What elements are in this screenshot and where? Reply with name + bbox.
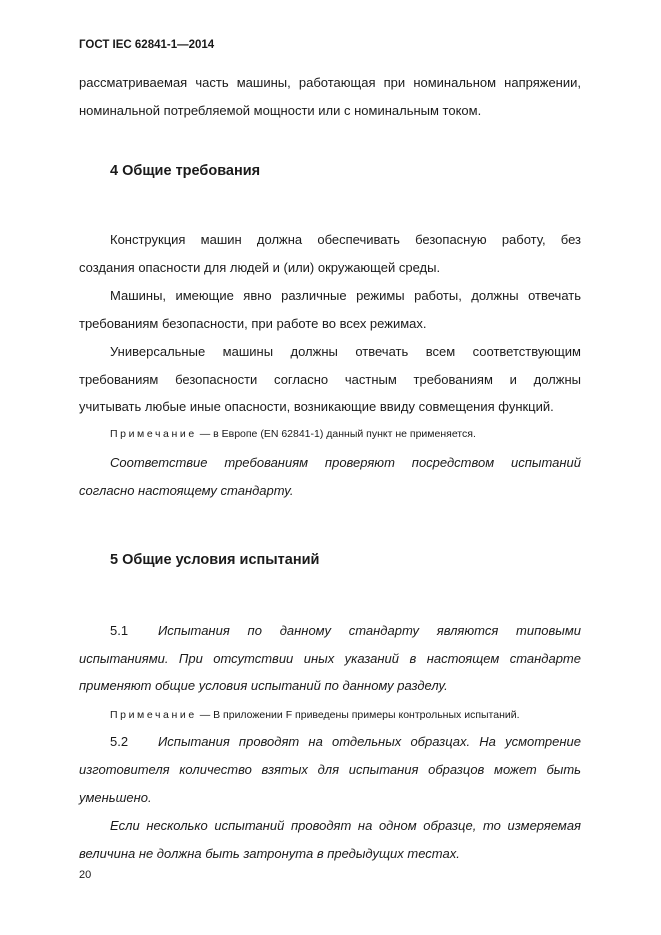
clause-5-1-number: 5.1 [110,623,129,638]
s4-p2-line-1: Машины, имеющие явно различные режимы работы, должны отвечать [110,288,581,303]
s5-note-text: — В приложении F приведены примеры контрольных испытаний. [199,709,520,721]
clause-5-2-line-3: уменьшено. [79,790,152,805]
s4-note-label: Примечание [110,428,197,440]
clause-5-2-number: 5.2 [110,734,129,749]
clause-5-1-line-1: Испытания по данному стандарту являются типовыми [158,623,581,638]
s5-paragraph-line-2: величина не должна быть затронута в предыдущих тестах. [79,846,460,861]
s4-p1-line-2: создания опасности для людей и (или) окружающей среды. [79,260,441,275]
clause-5-1-line-3: применяют общие условия испытаний по данному разделу. [79,678,448,693]
s4-p2-line-2: требованиям безопасности, при работе во всех режимах. [79,316,427,331]
s4-check-line-1: Соответствие требованиям проверяют посредством испытаний [110,455,581,470]
s5-note-label: Примечание [110,709,197,721]
clause-5-2-line-2: изготовителя количество взятых для испытания образцов может быть [79,762,581,777]
document-header: ГОСТ IEC 62841-1—2014 [79,39,215,51]
s5-note [110,709,520,721]
section-4-title: 4 Общие требования [110,163,261,179]
s4-p1-line-1: Конструкция машин должна обеспечивать безопасную работу, без [110,232,581,247]
s4-p3-line-3: учитывать любые иные опасности, возникающие ввиду совмещения функций. [79,399,554,414]
clause-5-1-line-2: испытаниями. При отсутствии иных указаний в настоящем стандарте [79,651,581,666]
clause-5-2-line-1: Испытания проводят на отдельных образцах. На усмотрение [158,734,581,749]
s5-paragraph-line-1: Если несколько испытаний проводят на одном образце, то измеряемая [110,818,581,833]
s4-note-text: — в Европе (EN 62841-1) данный пункт не применяется. [199,428,476,440]
intro-line-1: рассматриваемая часть машины, работающая при номинальном напряжении, [79,75,581,90]
s4-p3-line-1: Универсальные машины должны отвечать всем соответствующим [110,344,581,359]
s4-check-line-2: согласно настоящему стандарту. [79,483,294,498]
page-number: 20 [79,869,92,881]
s4-p3-line-2: требованиям безопасности согласно частным требованиям и должны [79,372,581,387]
section-5-title: 5 Общие условия испытаний [110,552,320,568]
s4-note [110,428,476,440]
intro-line-2: номинальной потребляемой мощности или с номинальным током. [79,103,482,118]
